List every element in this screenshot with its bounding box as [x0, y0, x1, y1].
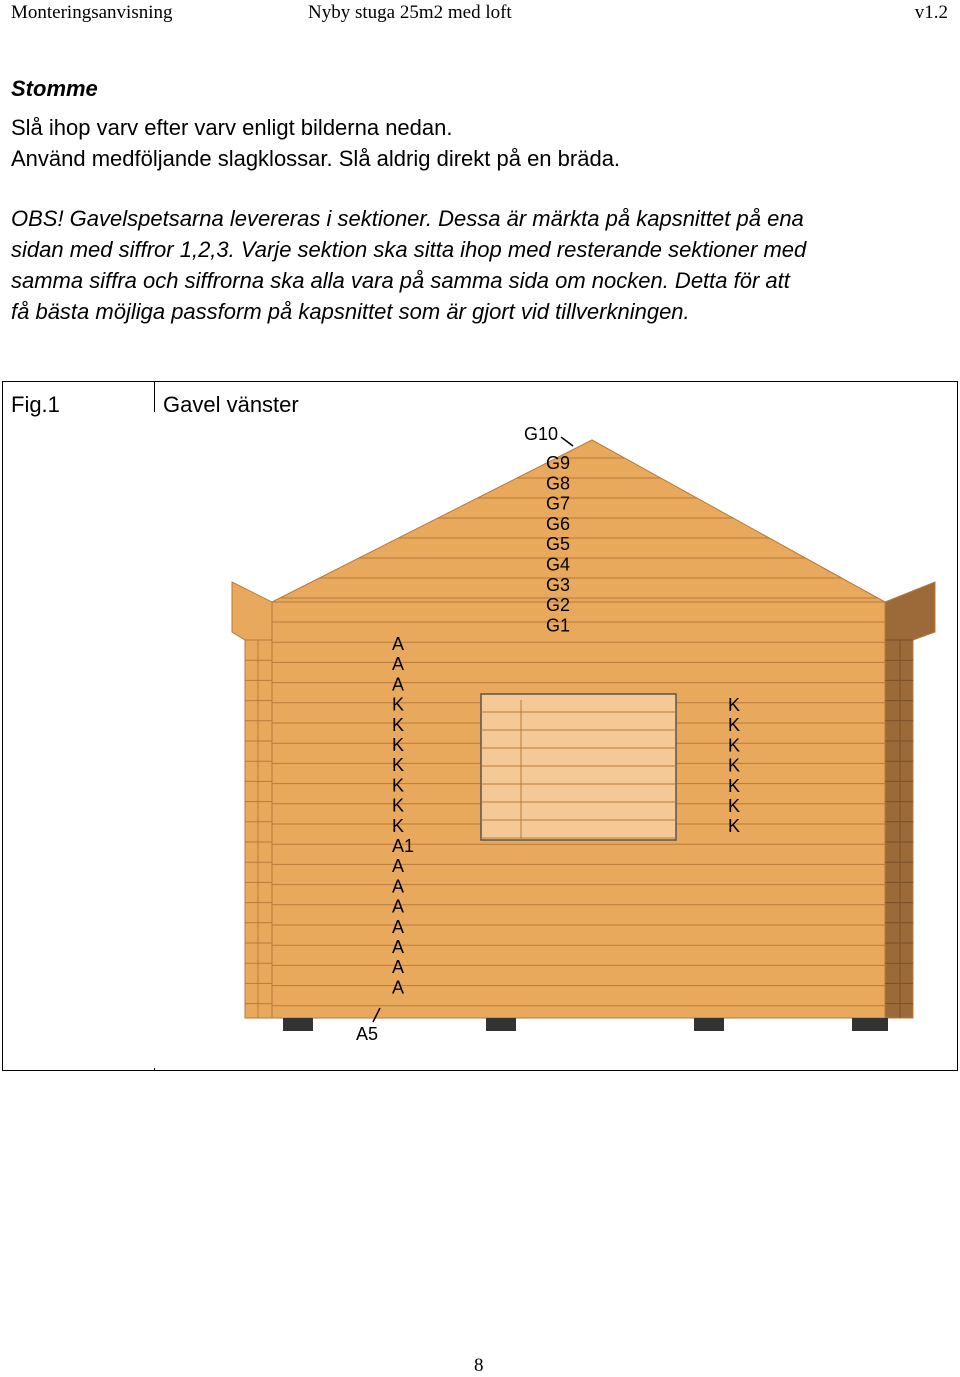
right-column-label: K — [728, 695, 741, 715]
intro-line: Slå ihop varv efter varv enligt bilderna nedan. — [11, 115, 453, 140]
foundation-block — [283, 1018, 313, 1031]
gable-label: G9 — [546, 453, 571, 473]
left-column-label: A — [392, 654, 405, 675]
left-column-label: K — [392, 714, 405, 735]
left-column-label: A — [392, 957, 405, 978]
gable-label: G10 — [524, 424, 559, 444]
page-number: 8 — [474, 1355, 484, 1376]
page-header — [0, 0, 960, 26]
right-column-label: K — [728, 775, 741, 796]
note-line: samma siffra och siffrorna ska alla vara på samma sida om nocken. Detta för att — [11, 268, 790, 293]
left-column-label: K — [392, 775, 405, 796]
foundation-block — [852, 1018, 888, 1031]
gable-label: G7 — [546, 493, 571, 514]
left-column-label: A1 — [392, 836, 415, 856]
gable-label: G2 — [546, 595, 571, 616]
gable-label: G5 — [546, 534, 571, 555]
gable-label-pointer — [561, 437, 573, 446]
gable-label: G3 — [546, 574, 571, 595]
note-line: OBS! Gavelspetsarna levereras i sektioner. Dessa är märkta på kapsnittet på ena — [11, 206, 804, 231]
note-line: sidan med siffror 1,2,3. Varje sektion ska sitta ihop med resterande sektioner med — [11, 237, 807, 262]
note-line: få bästa möjliga passform på kapsnittet som är gjort vid tillverkningen. — [11, 299, 690, 324]
left-column-label: K — [392, 815, 405, 836]
gable-wall-drawing — [154, 412, 957, 1068]
bottom-label: A5 — [356, 1024, 379, 1044]
window-opening — [481, 694, 676, 840]
left-column-label: K — [392, 795, 405, 816]
gable-label: G4 — [546, 554, 571, 575]
intro-text — [11, 112, 620, 174]
left-column-label: K — [392, 755, 405, 776]
gable-label: G8 — [546, 473, 571, 494]
left-column-label: A — [392, 916, 405, 937]
window-frame — [481, 694, 676, 840]
left-column-label: K — [392, 694, 405, 715]
figure-caption: Gavel vänster — [163, 392, 299, 417]
header-product-name: Nyby stuga 25m2 med loft — [308, 2, 512, 23]
foundation-block — [694, 1018, 724, 1031]
left-column-label: A — [392, 634, 405, 654]
right-column-label: K — [728, 755, 741, 776]
note-text — [11, 203, 956, 327]
left-column-label: K — [392, 735, 405, 755]
right-corner-post — [885, 582, 935, 1018]
right-column-label: K — [728, 715, 741, 736]
header-version: v1.2 — [914, 2, 948, 23]
header-document-type: Monteringsanvisning — [11, 2, 173, 23]
left-column-label: A — [392, 977, 405, 998]
foundation-block — [486, 1018, 516, 1031]
left-column-label: A — [392, 876, 405, 897]
left-column-label: A — [392, 937, 405, 957]
left-column-label: A — [392, 856, 405, 877]
left-corner-post — [232, 582, 272, 1018]
gable-label: G1 — [546, 615, 571, 636]
section-title: Stomme — [11, 76, 98, 101]
right-column-label: K — [728, 735, 741, 756]
left-column-label: A — [392, 674, 405, 695]
right-column-label: K — [728, 816, 741, 837]
left-column-label: A — [392, 896, 405, 917]
right-column-label: K — [728, 796, 741, 816]
figure-label: Fig.1 — [11, 392, 60, 417]
intro-line: Använd medföljande slagklossar. Slå aldrig direkt på en bräda. — [11, 146, 621, 171]
gable-label: G6 — [546, 513, 571, 534]
